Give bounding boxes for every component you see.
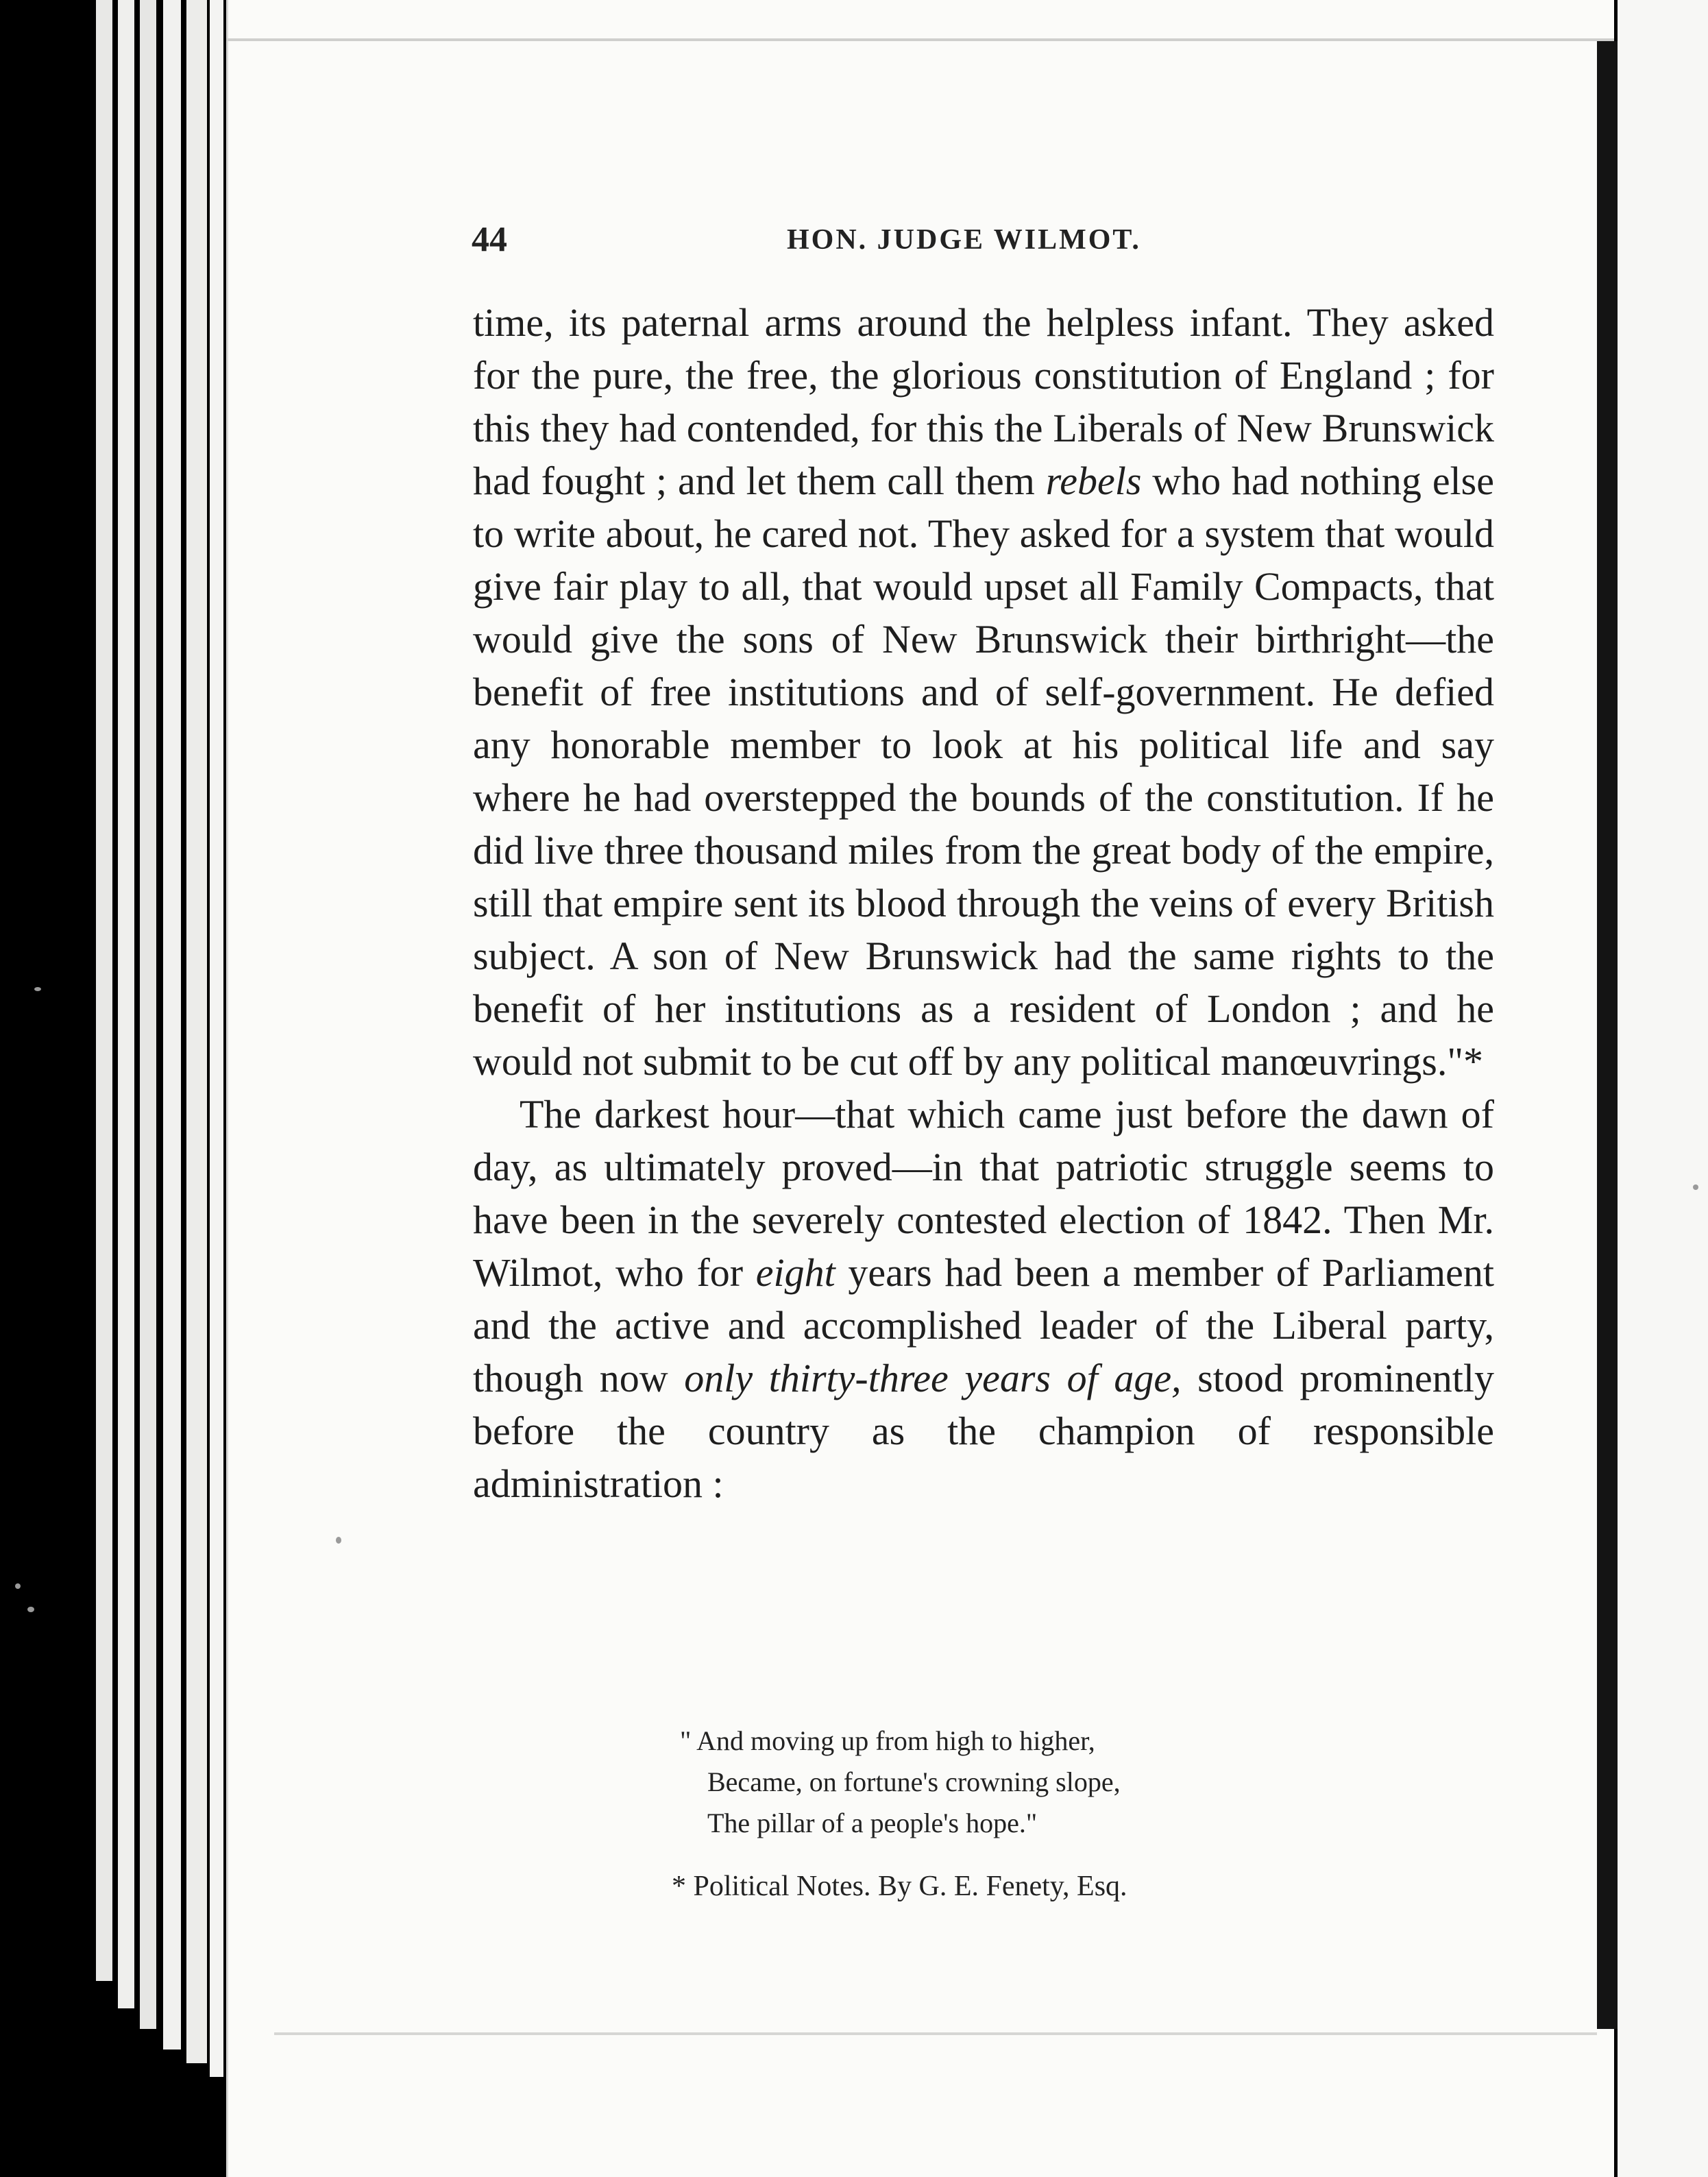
paragraph-2 <box>473 1088 1494 1510</box>
paragraph-1 <box>473 296 1494 1088</box>
page-header <box>472 219 1493 274</box>
text-run: The darkest hour—that which came just before the dawn of day, as ultimately proved—in that patriotic struggle seems to have been in the severely contested election of 1842. Then Mr. Wilmot, who for <box>473 1092 1494 1295</box>
running-head: HON. JUDGE WILMOT. <box>787 224 1141 256</box>
text-run: who had nothing else to write about, he cared not. They asked for a system that would give fair play to all, that would upset all Family Compacts, that would give the sons of New Brunswick their birthright—the benefit of free institutions and of self-government. He defied any honorable member to look at his political life and say where he had overstepped the bounds of the constitution. If he did live three thousand miles from the great body of the empire, still that empire sent its blood through the veins of every British subject. A son of New Brunswick had the same rights to the benefit of her institutions as a resident of London ; and he would not submit to be cut off by any political manœuvrings."* <box>473 459 1494 1084</box>
page-number: 44 <box>472 220 507 259</box>
text-run: stood prominently before the country as the champion of responsible administration : <box>473 1356 1495 1506</box>
verse-quote <box>680 1720 1461 1844</box>
facing-page-edge <box>1618 0 1708 2177</box>
italic-run: eight <box>755 1250 835 1295</box>
scan-speck <box>336 1537 341 1544</box>
italic-run: only thirty-three years of age, <box>684 1356 1182 1400</box>
scan-speck <box>1693 1184 1698 1190</box>
verse-line: " And moving up from high to higher, <box>680 1725 1095 1756</box>
italic-run: rebels <box>1045 459 1142 503</box>
page-edge <box>210 0 223 2077</box>
page-edge <box>163 0 181 2050</box>
text-run: time, its paternal arms around the helpless infant. They asked for the pure, the free, the glorious constitution of England ; for this they had contended, for this the Liberals of New Brunswick had fought ; and let them call them <box>473 300 1494 503</box>
footnote: * Political Notes. By G. E. Fenety, Esq. <box>672 1871 1127 1902</box>
body-text <box>473 296 1494 1510</box>
verse-line: Became, on fortune's crowning slope, <box>707 1766 1121 1797</box>
page-bottom-border <box>274 2032 1597 2035</box>
page-edge <box>140 0 156 2029</box>
page-edge <box>118 0 134 2008</box>
page-top-border <box>226 38 1614 41</box>
scan-speck <box>15 1583 21 1589</box>
scan-speck <box>34 987 41 991</box>
scan-speck <box>27 1607 34 1612</box>
page-edge <box>186 0 207 2063</box>
gutter-shadow <box>1597 41 1618 2029</box>
page-edge <box>96 0 112 1981</box>
text-run: years had been a member of Parliament and the active and accomplished leader of the Liberal party, though now <box>473 1250 1494 1400</box>
verse-line: The pillar of a people's hope." <box>707 1808 1038 1838</box>
